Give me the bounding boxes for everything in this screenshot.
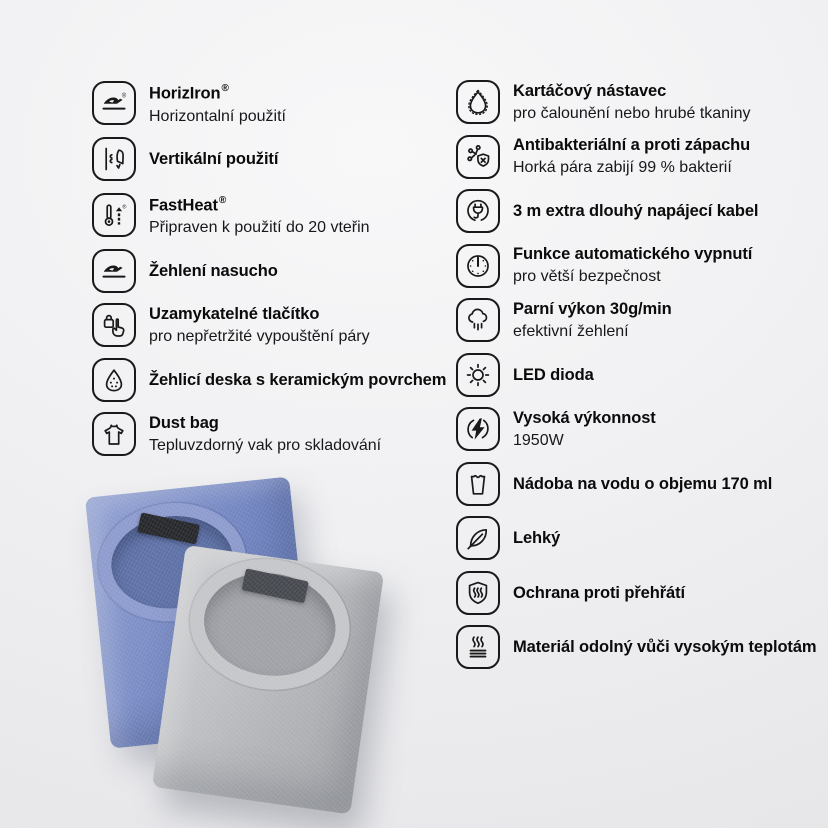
lock-button-icon (92, 303, 136, 347)
svg-text:®: ® (121, 93, 127, 100)
lightweight-icon (456, 516, 500, 560)
blue-folded-tshirt (85, 477, 315, 749)
feature-title: Vertikální použití (149, 150, 279, 168)
feature-text (513, 299, 672, 342)
svg-text:®: ® (122, 204, 127, 211)
led-icon (456, 353, 500, 397)
feature-title: Lehký (513, 529, 561, 547)
heat-resistant-icon (456, 625, 500, 669)
feature-row (92, 137, 452, 181)
feature-text (513, 201, 758, 221)
antibacterial-icon (456, 135, 500, 179)
feature-text (513, 244, 752, 287)
feature-column-right (456, 80, 817, 669)
feature-text (513, 583, 685, 603)
feature-row (456, 462, 812, 506)
gray-folded-tshirt (152, 545, 384, 814)
brush-attachment-icon (456, 80, 500, 124)
feature-subtitle: Horká pára zabijí 99 % bakterií (513, 159, 732, 176)
registered-mark: ® (221, 83, 229, 94)
feature-title: 3 m extra dlouhý napájecí kabel (513, 202, 759, 220)
feature-row (456, 80, 812, 124)
feature-text (513, 528, 560, 548)
steam-output-icon (456, 298, 500, 342)
feature-row (92, 192, 452, 239)
feature-text (149, 192, 370, 239)
feature-title: Žehlení nasucho (149, 261, 278, 280)
feature-title: Dust bag (149, 413, 219, 432)
feature-title: FastHeat® (149, 194, 227, 214)
feature-text (513, 637, 816, 657)
feature-text (149, 413, 381, 456)
feature-row (92, 358, 452, 402)
feature-row (456, 298, 812, 342)
feature-column-left (92, 80, 452, 456)
feature-title: Kartáčový nástavec (513, 81, 667, 100)
feature-text (513, 81, 751, 124)
feature-text (513, 408, 656, 451)
feature-row (456, 244, 812, 288)
ceramic-soleplate-icon (92, 358, 136, 402)
feature-subtitle: 1950W (513, 431, 564, 449)
feature-text (149, 370, 446, 390)
horizontal-iron-icon (92, 81, 136, 125)
feature-subtitle: Horizontalní použití (149, 107, 286, 125)
high-power-icon (456, 407, 500, 451)
feature-title: Funkce automatického vypnutí (513, 245, 753, 263)
feature-text (513, 474, 772, 494)
feature-title: Ochrana proti přehřátí (513, 583, 686, 602)
dry-ironing-icon (92, 249, 136, 293)
feature-title: LED dioda (513, 365, 594, 384)
feature-row (456, 516, 812, 560)
feature-title: Vysoká výkonnost (513, 408, 656, 427)
feature-text (149, 80, 286, 127)
gray-tshirt-collar (181, 549, 358, 700)
feature-title: Materiál odolný vůči vysokým teplotám (513, 638, 817, 656)
water-tank-icon (456, 462, 500, 506)
feature-text (513, 365, 594, 385)
feature-subtitle: pro nepřetržité vypouštění páry (149, 327, 370, 345)
feature-row (92, 249, 452, 293)
fast-heat-icon (92, 193, 136, 237)
feature-text (149, 304, 370, 347)
feature-subtitle: pro větší bezpečnost (513, 268, 661, 285)
feature-row (456, 407, 812, 451)
feature-title: Uzamykatelné tlačítko (149, 304, 320, 323)
feature-title: Žehlicí deska s keramickým povrchem (149, 370, 447, 389)
feature-title: Parní výkon 30g/min (513, 299, 672, 318)
feature-row (456, 189, 812, 233)
power-cable-icon (456, 189, 500, 233)
feature-title: HorizIron® (149, 83, 229, 103)
feature-row (456, 135, 812, 179)
blue-tshirt-collar (92, 496, 252, 629)
feature-title: Nádoba na vodu o objemu 170 ml (513, 474, 773, 493)
feature-text (149, 149, 278, 169)
feature-title: Antibakteriální a proti zápachu (513, 136, 751, 154)
feature-row (456, 571, 812, 615)
feature-subtitle: Připraven k použití do 20 vteřin (149, 219, 370, 236)
feature-subtitle: Tepluvzdorný vak pro skladování (149, 436, 382, 454)
feature-row (92, 303, 452, 347)
feature-text (513, 135, 750, 178)
dust-bag-icon (92, 412, 136, 456)
feature-subtitle: efektivní žehlení (513, 322, 629, 340)
gray-tshirt-neck-tag (242, 568, 309, 603)
feature-row (92, 412, 452, 456)
feature-row (456, 625, 817, 669)
feature-row (92, 80, 452, 127)
registered-mark: ® (218, 194, 227, 206)
feature-subtitle: pro čalounění nebo hrubé tkaniny (513, 104, 751, 122)
overheat-protection-icon (456, 571, 500, 615)
feature-text (149, 261, 278, 281)
auto-off-icon (456, 244, 500, 288)
vertical-iron-icon (92, 137, 136, 181)
feature-row (456, 353, 812, 397)
blue-tshirt-neck-tag (137, 512, 200, 544)
